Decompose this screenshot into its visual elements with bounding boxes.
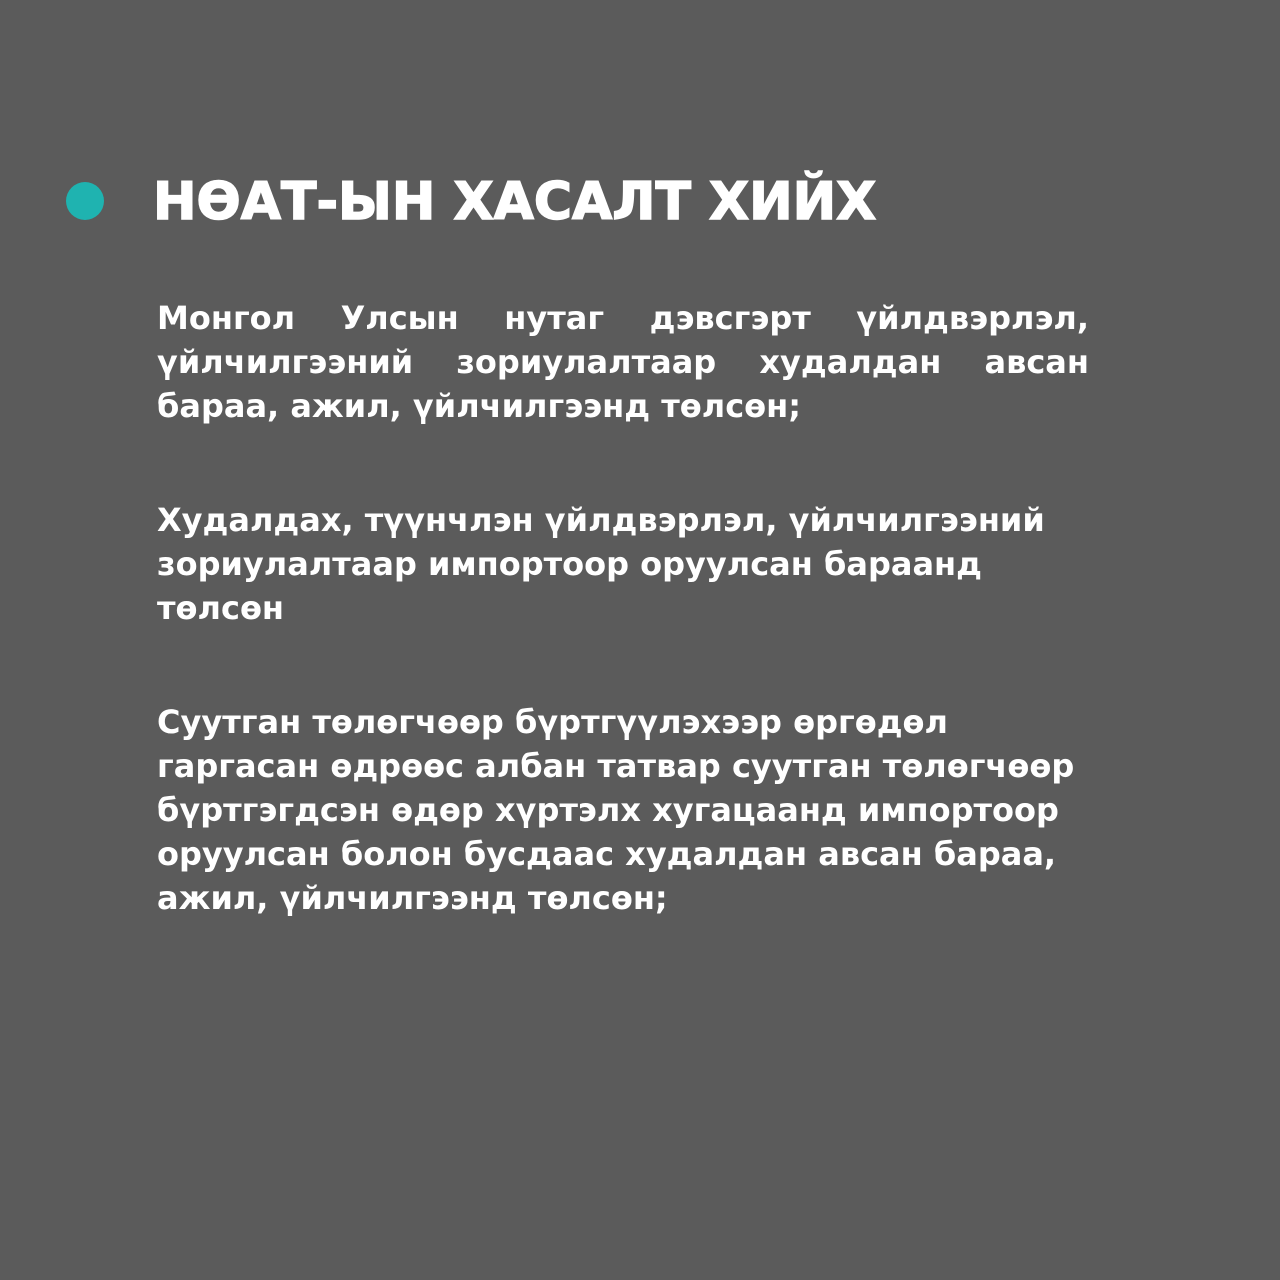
slide-title: НӨАТ-ЫН ХАСАЛТ ХИЙХ bbox=[153, 172, 877, 232]
paragraph-2: Худалдах, түүнчлэн үйлдвэрлэл, үйлчилгээний зориулалтаар импортоор оруулсан бараанд төлсөн bbox=[157, 501, 1045, 627]
teal-dot-icon bbox=[66, 182, 104, 220]
paragraph-3: Суутган төлөгчөөр бүртгүүлэхээр өргөдөл гаргасан өдрөөс албан татвар суутган төлөгчөөр бүртгэгдсэн өдөр хүртэлх хугацаанд импортоор оруулсан болон бусдаас худалдан авсан бараа, ажил, үйлчилгээнд төлсөн; bbox=[157, 703, 1075, 917]
paragraph-1: Монгол Улсын нутаг дэвсгэрт үйлдвэрлэл, үйлчилгээний зориулалтаар худалдан авсан бараа, ажил, үйлчилгээнд төлсөн; bbox=[157, 299, 1089, 425]
